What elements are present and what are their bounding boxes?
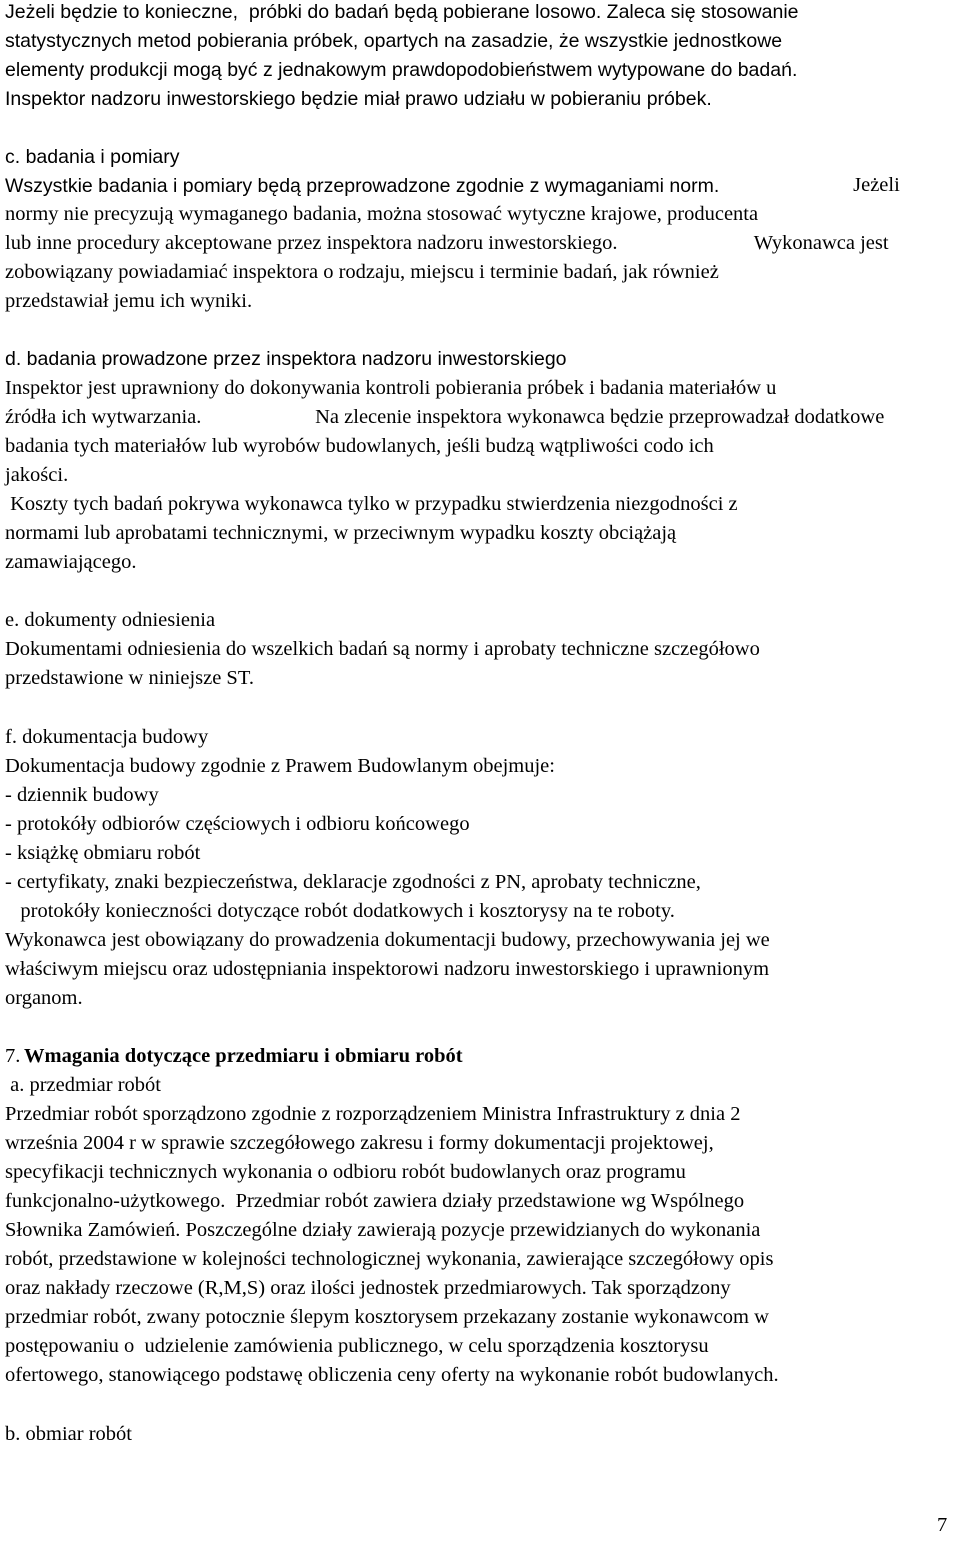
section-heading-a: a. przedmiar robót	[5, 1074, 161, 1096]
text-line: Jeżeli będzie to konieczne, próbki do badań będą pobierane losowo. Zaleca się stosowanie	[5, 1, 799, 23]
text-line: Wykonawca jest obowiązany do prowadzenia dokumentacji budowy, przechowywania jej we	[5, 929, 770, 951]
text-line: września 2004 r w sprawie szczegółowego zakresu i formy dokumentacji projektowej,	[5, 1132, 714, 1154]
section-heading-f: f. dokumentacja budowy	[5, 726, 209, 748]
list-item: - dziennik budowy	[5, 784, 159, 806]
text-line: Przedmiar robót sporządzono zgodnie z rozporządzeniem Ministra Infrastruktury z dnia 2	[5, 1103, 741, 1125]
text-line: Słownika Zamówień. Poszczególne działy zawierają pozycje przewidzianych do wykonania	[5, 1219, 761, 1241]
text-line: normy nie precyzują wymaganego badania, można stosować wytyczne krajowe, producenta	[5, 203, 759, 225]
text-line: specyfikacji technicznych wykonania o odbioru robót budowlanych oraz programu	[5, 1161, 686, 1183]
text-line: badania tych materiałów lub wyrobów budowlanych, jeśli budzą wątpliwości codo ich	[5, 435, 714, 457]
list-item: - książkę obmiaru robót	[5, 842, 201, 864]
text-line: normami lub aprobatami technicznymi, w przeciwnym wypadku koszty obciążają	[5, 522, 677, 544]
text-line: źródła ich wytwarzania.	[5, 406, 202, 428]
text-line: postępowaniu o udzielenie zamówienia publicznego, w celu sporządzenia kosztorysu	[5, 1335, 709, 1357]
text-line: właściwym miejscu oraz udostępniania inspektorowi nadzoru inwestorskiego i uprawnionym	[5, 958, 770, 980]
list-item-continuation: protokóły konieczności dotyczące robót dodatkowych i kosztorysy na te roboty.	[5, 900, 675, 922]
text-line: Dokumentacja budowy zgodnie z Prawem Budowlanym obejmuje:	[5, 755, 555, 777]
text-line: oraz nakłady rzeczowe (R,M,S) oraz ilości jednostek przedmiarowych. Tak sporządzony	[5, 1277, 731, 1299]
text-line: Inspektor nadzoru inwestorskiego będzie miał prawo udziału w pobieraniu próbek.	[5, 88, 712, 110]
text-line: statystycznych metod pobierania próbek, opartych na zasadzie, że wszystkie jednostkowe	[5, 30, 783, 52]
text-line: przedstawione w niniejsze ST.	[5, 667, 254, 689]
text-line: przedstawiał jemu ich wyniki.	[5, 290, 253, 312]
text-line: Dokumentami odniesienia do wszelkich badań są normy i aprobaty techniczne szczegółowo	[5, 638, 760, 660]
text-line: Wykonawca jest	[749, 232, 889, 254]
text-line: lub inne procedury akceptowane przez inspektora nadzoru inwestorskiego.	[5, 232, 618, 254]
text-line: przedmiar robót, zwany potocznie ślepym kosztorysem przekazany zostanie wykonawcom w	[5, 1306, 769, 1328]
text-line: jakości.	[5, 464, 69, 486]
section-heading-b: b. obmiar robót	[5, 1423, 132, 1445]
text-line: zobowiązany powiadamiać inspektora o rodzaju, miejscu i terminie badań, jak również	[5, 261, 719, 283]
text-line: Na zlecenie inspektora wykonawca będzie przeprowadzał dodatkowe	[310, 406, 885, 428]
text-line: ofertowego, stanowiącego podstawę obliczenia ceny oferty na wykonanie robót budowlanych.	[5, 1364, 779, 1386]
section-heading-e: e. dokumenty odniesienia	[5, 609, 216, 631]
section-heading-c: c. badania i pomiary	[5, 146, 180, 168]
chapter-title: Wmagania dotyczące przedmiaru i obmiaru robót	[24, 1045, 463, 1067]
chapter-number: 7.	[5, 1045, 21, 1067]
text-line: Inspektor jest uprawniony do dokonywania kontroli pobierania próbek i badania materiałów u	[5, 377, 777, 399]
section-heading-d: d. badania prowadzone przez inspektora nadzoru inwestorskiego	[5, 348, 567, 370]
text-line: Jeżeli	[848, 174, 900, 196]
text-line: zamawiającego.	[5, 551, 137, 573]
text-line: elementy produkcji mogą być z jednakowym prawdopodobieństwem wytypowane do badań.	[5, 59, 798, 81]
text-line: funkcjonalno-użytkowego. Przedmiar robót zawiera działy przedstawione wg Wspólnego	[5, 1190, 745, 1212]
page-number: 7	[937, 1514, 948, 1536]
text-line: robót, przedstawione w kolejności technologicznej wykonania, zawierające szczegółowy opis	[5, 1248, 774, 1270]
text-line: Wszystkie badania i pomiary będą przeprowadzone zgodnie z wymaganiami norm.	[5, 175, 720, 197]
text-line: organom.	[5, 987, 83, 1009]
list-item: - protokóły odbiorów częściowych i odbioru końcowego	[5, 813, 470, 835]
list-item: - certyfikaty, znaki bezpieczeństwa, deklaracje zgodności z PN, aprobaty techniczne,	[5, 871, 701, 893]
text-line: Koszty tych badań pokrywa wykonawca tylko w przypadku stwierdzenia niezgodności z	[5, 493, 738, 515]
